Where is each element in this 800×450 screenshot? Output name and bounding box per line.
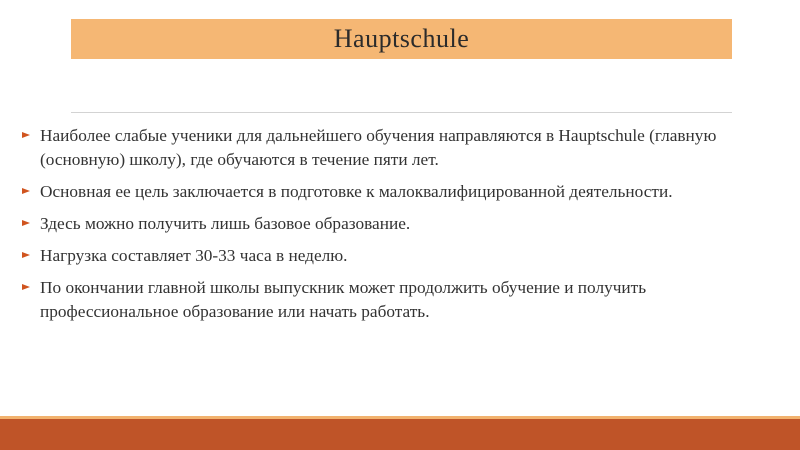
list-item — [22, 180, 762, 204]
bullet-list — [22, 124, 762, 332]
slide-title: Hauptschule — [333, 24, 470, 53]
bullet-text: Здесь можно получить лишь базовое образование. — [40, 214, 411, 233]
list-item — [22, 212, 762, 236]
list-item — [22, 124, 762, 172]
title-divider — [71, 112, 732, 113]
triangle-right-icon — [22, 220, 30, 226]
triangle-right-icon — [22, 132, 30, 138]
bullet-text: Наиболее слабые ученики для дальнейшего обучения направляются в Hauptschule (главную (основную) школу), где обучаются в течение пяти лет. — [40, 126, 717, 169]
list-item — [22, 276, 762, 324]
footer-band — [0, 419, 800, 450]
triangle-right-icon — [22, 252, 30, 258]
triangle-right-icon — [22, 284, 30, 290]
bullet-text: Нагрузка составляет 30-33 часа в неделю. — [40, 246, 348, 265]
title-bar — [71, 19, 732, 59]
bullet-text: Основная ее цель заключается в подготовке к малоквалифицированной деятельности. — [40, 182, 673, 201]
triangle-right-icon — [22, 188, 30, 194]
bullet-text: По окончании главной школы выпускник может продолжить обучение и получить профессиональное образование или начать работать. — [40, 278, 647, 321]
list-item — [22, 244, 762, 268]
